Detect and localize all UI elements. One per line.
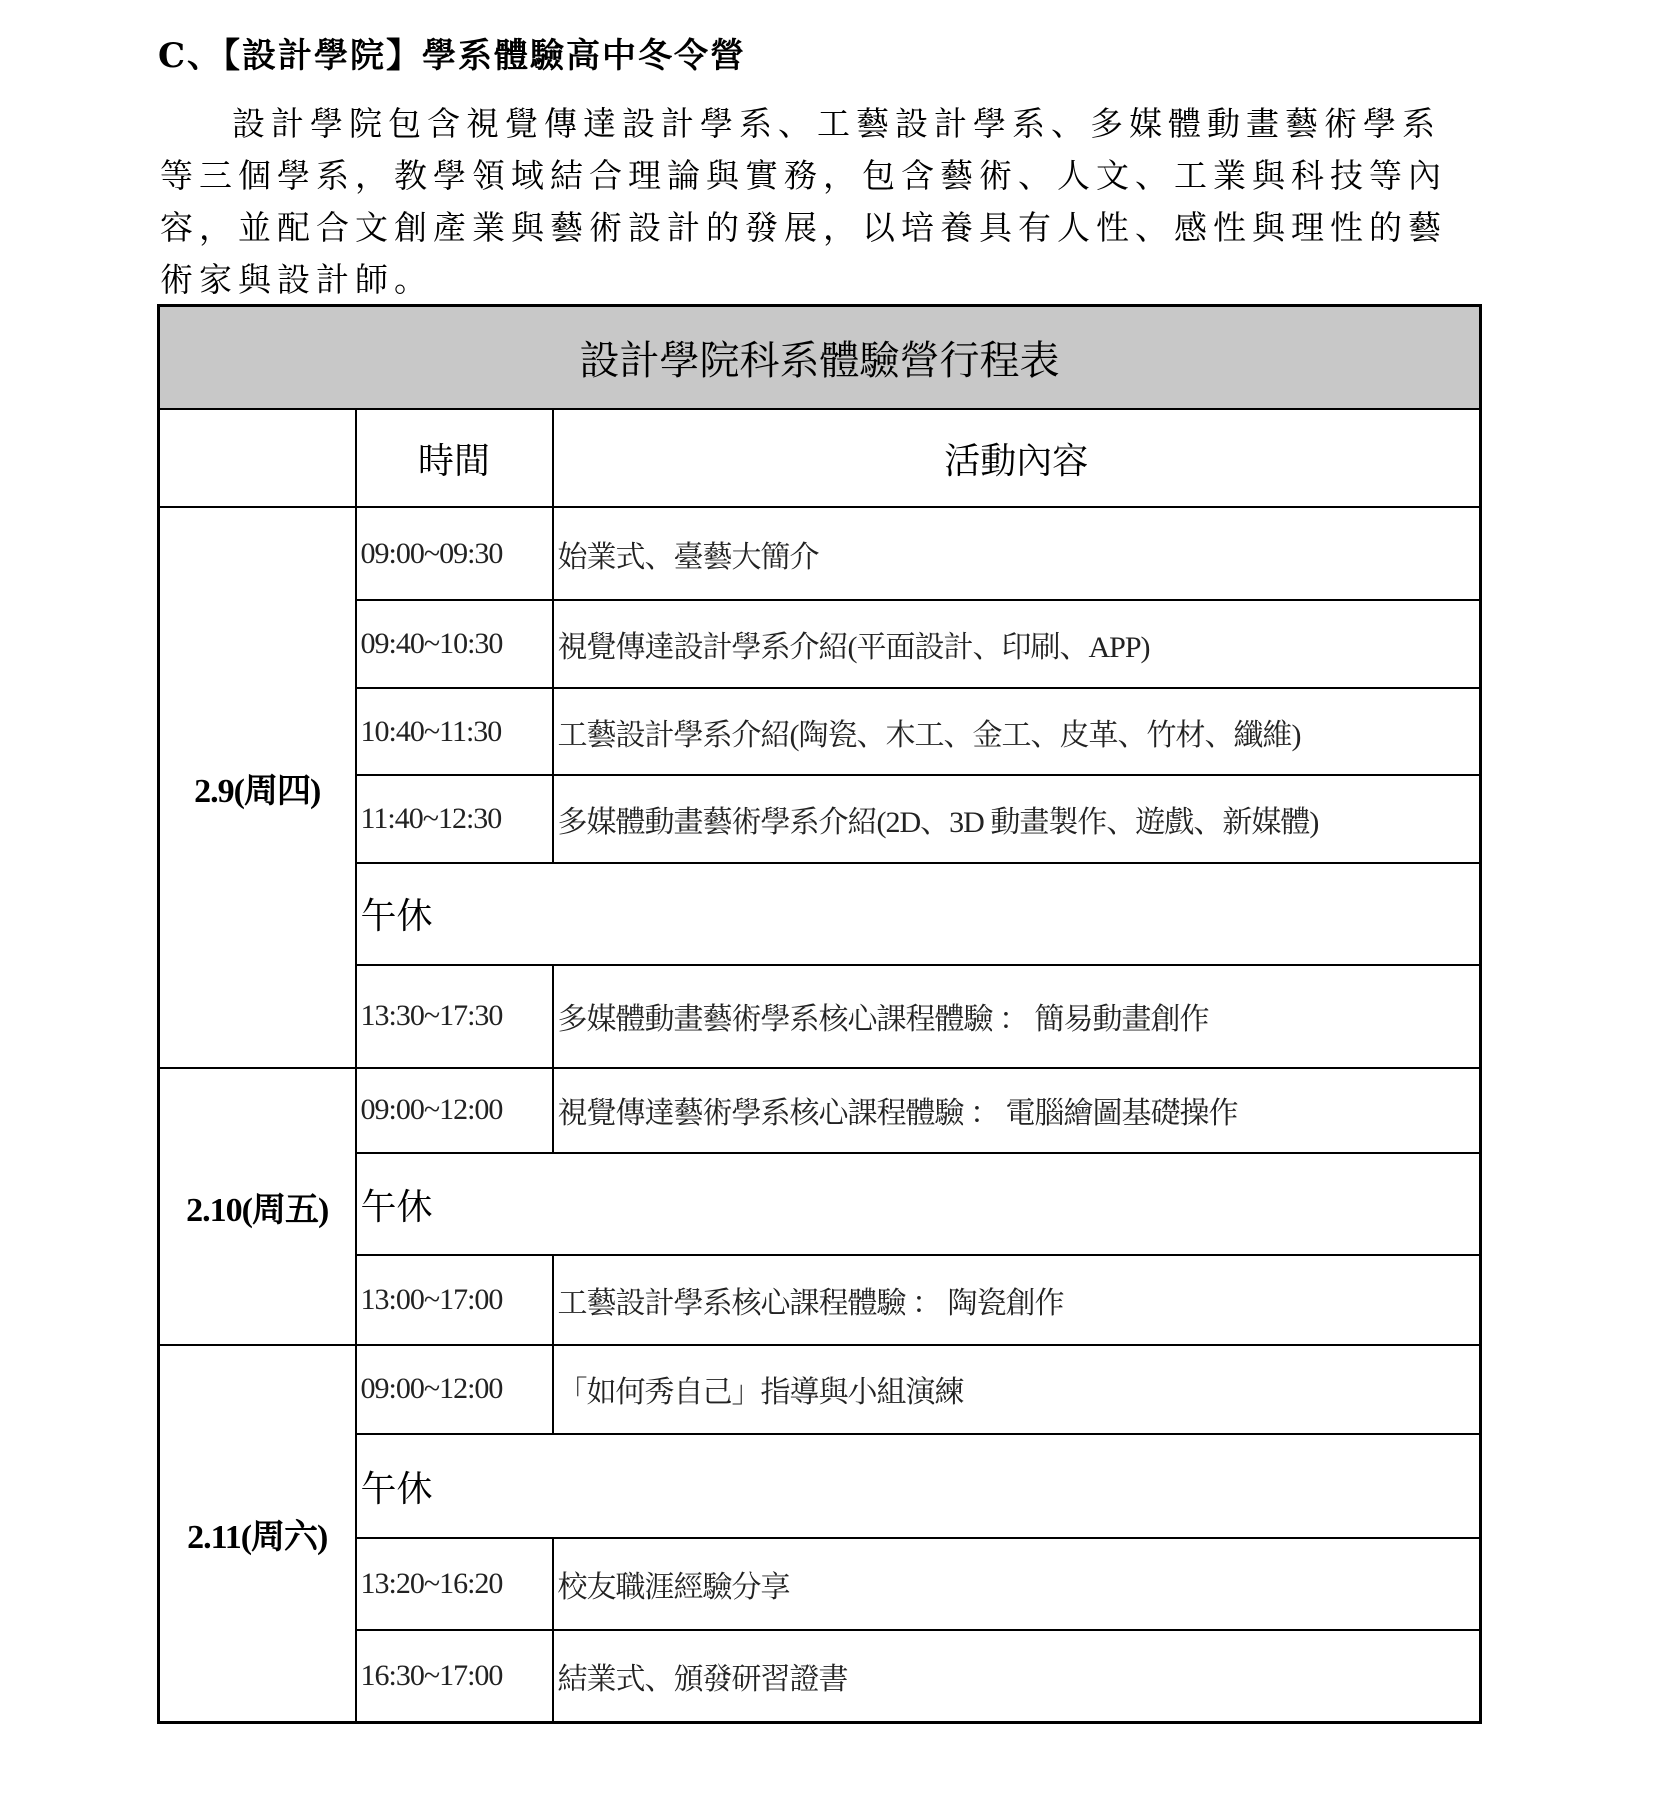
lunch-break-cell: 午休 bbox=[356, 863, 1481, 965]
intro-line: 設計師。 bbox=[277, 260, 433, 299]
activity-cell: 視覺傳達設計學系介紹(平面設計、印刷、APP) bbox=[553, 600, 1481, 688]
activity-cell: 工藝設計學系核心課程體驗 ： 陶瓷創作 bbox=[553, 1255, 1481, 1345]
table-row bbox=[159, 1538, 1481, 1630]
schedule-table bbox=[157, 304, 1482, 1724]
time-cell: 10:40~11:30 bbox=[356, 688, 553, 776]
table-row bbox=[159, 507, 1481, 600]
time-cell: 09:40~10:30 bbox=[356, 600, 553, 688]
time-column-header: 時間 bbox=[356, 409, 553, 508]
lunch-break-cell: 午休 bbox=[356, 1153, 1481, 1255]
day-column-header bbox=[159, 409, 356, 508]
table-row bbox=[159, 1630, 1481, 1723]
table-row bbox=[159, 965, 1481, 1068]
lunch-break-cell: 午休 bbox=[356, 1434, 1481, 1538]
table-row bbox=[159, 775, 1481, 863]
schedule-header-row bbox=[159, 409, 1481, 508]
schedule-title: 設計學院科系體驗營行程表 bbox=[159, 306, 1481, 409]
intro-paragraph bbox=[160, 98, 1476, 306]
time-cell: 09:00~12:00 bbox=[356, 1345, 553, 1435]
time-cell: 13:20~16:20 bbox=[356, 1538, 553, 1630]
time-cell: 09:00~09:30 bbox=[356, 507, 553, 600]
time-cell: 16:30~17:00 bbox=[356, 1630, 553, 1723]
table-row bbox=[159, 1255, 1481, 1345]
section-heading: C、【設計學院】學系體驗高中冬令營 bbox=[158, 36, 747, 76]
activity-cell: 視覺傳達藝術學系核心課程體驗 ： 電腦繪圖基礎操作 bbox=[553, 1068, 1481, 1154]
day-label: 2.11(周六) bbox=[159, 1345, 356, 1723]
lunch-row bbox=[159, 1153, 1481, 1255]
intro-line: 三個學系，教學領域結合理論與實務，包含藝術、人文、工業與科技等內容， bbox=[160, 156, 1447, 247]
schedule-title-row bbox=[159, 306, 1481, 409]
activity-cell: 多媒體動畫藝術學系介紹(2D、3D 動畫製作、遊戲、新媒體) bbox=[553, 775, 1481, 863]
table-row bbox=[159, 688, 1481, 776]
lunch-row bbox=[159, 863, 1481, 965]
intro-line: 並配合文創產業與藝術設計的發展，以培養具有人性、感性與理性的藝術家與 bbox=[160, 208, 1447, 299]
activity-cell: 結業式、頒發研習證書 bbox=[553, 1630, 1481, 1723]
time-cell: 09:00~12:00 bbox=[356, 1068, 553, 1154]
intro-line: 設計學院包含視覺傳達設計學系、工藝設計學系、多媒體動畫藝術學系等 bbox=[160, 104, 1441, 195]
time-cell: 13:00~17:00 bbox=[356, 1255, 553, 1345]
time-cell: 13:30~17:30 bbox=[356, 965, 553, 1068]
day-label: 2.10(周五) bbox=[159, 1068, 356, 1345]
activity-cell: 工藝設計學系介紹(陶瓷、木工、金工、皮革、竹材、纖維) bbox=[553, 688, 1481, 776]
activity-cell: 始業式、臺藝大簡介 bbox=[553, 507, 1481, 600]
table-row bbox=[159, 1345, 1481, 1435]
activity-cell: 校友職涯經驗分享 bbox=[553, 1538, 1481, 1630]
day-label: 2.9(周四) bbox=[159, 507, 356, 1067]
activity-column-header: 活動內容 bbox=[553, 409, 1481, 508]
table-row bbox=[159, 1068, 1481, 1154]
activity-cell: 「如何秀自己」指導與小組演練 bbox=[553, 1345, 1481, 1435]
lunch-row bbox=[159, 1434, 1481, 1538]
table-row bbox=[159, 600, 1481, 688]
time-cell: 11:40~12:30 bbox=[356, 775, 553, 863]
activity-cell: 多媒體動畫藝術學系核心課程體驗 ： 簡易動畫創作 bbox=[553, 965, 1481, 1068]
